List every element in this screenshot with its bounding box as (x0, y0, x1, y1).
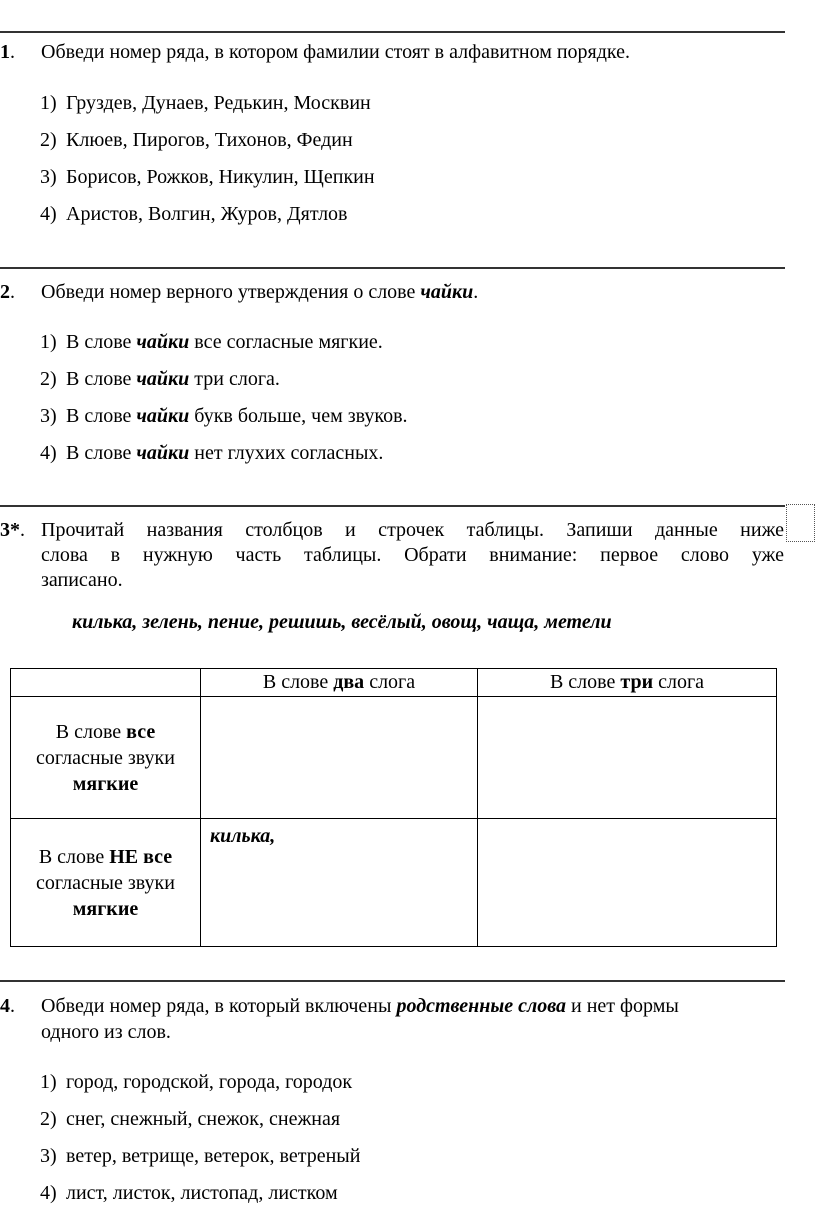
row-header-text: В слове (38, 845, 110, 868)
option-text: лист, листок, листопад, листком (66, 1182, 338, 1204)
q2-number: 2 (0, 281, 10, 303)
option-text: Аристов, Волгин, Журов, Дятлов (66, 203, 348, 225)
row-header-text: В слове (55, 720, 127, 743)
q1-option-3[interactable] (40, 165, 375, 189)
header-text: В слове (262, 671, 334, 693)
answer-cell-not-all-soft-three[interactable] (478, 819, 777, 947)
section-divider (0, 980, 785, 982)
option-number: 1) (40, 1071, 57, 1093)
q1-prompt (0, 40, 630, 64)
q2-dot: . (10, 281, 15, 303)
row-header-line: согласные звуки (36, 871, 175, 894)
option-number: 3) (40, 1145, 57, 1167)
q4-option-1[interactable] (40, 1070, 352, 1094)
q1-dot: . (10, 41, 15, 63)
option-text: Борисов, Рожков, Никулин, Щепкин (66, 166, 375, 188)
q2-option-4[interactable] (40, 441, 383, 465)
q1-number: 1 (0, 41, 10, 63)
row-header-bold: мягкие (72, 897, 139, 920)
q3-prompt (41, 518, 784, 593)
header-text: В слове (549, 671, 621, 693)
q4-option-3[interactable] (40, 1144, 360, 1168)
option-number: 1) (40, 331, 57, 353)
q1-option-2[interactable] (40, 128, 353, 152)
col-header-two-syllables (201, 669, 478, 697)
q3-line-2: слова в нужную часть таблицы. Обрати внимание: первое слово уже (41, 544, 784, 566)
answer-cell-not-all-soft-two[interactable] (201, 819, 478, 947)
option-text: три слога. (189, 368, 280, 390)
option-text: Груздев, Дунаев, Редькин, Москвин (66, 92, 371, 114)
q2-word: чайки (420, 281, 474, 303)
q4-prompt-line-2: одного из слов. (41, 1021, 171, 1043)
option-word: чайки (136, 331, 190, 353)
option-text: Клюев, Пирогов, Тихонов, Федин (66, 129, 353, 151)
option-prefix: В слове (66, 405, 137, 427)
q4-dot: . (10, 995, 15, 1017)
q2-option-2[interactable] (40, 367, 280, 391)
option-number: 4) (40, 1182, 57, 1204)
option-prefix: В слове (66, 368, 137, 390)
row-header-line (11, 844, 200, 870)
section-divider (0, 267, 785, 269)
row-header-bold: НЕ все (109, 845, 173, 868)
q2-text: Обведи номер верного утверждения о слове (41, 281, 421, 303)
q2-text-end: . (473, 281, 479, 303)
table-row (11, 819, 777, 947)
q4-prompt (0, 994, 679, 1018)
option-word: чайки (136, 405, 190, 427)
table-row (11, 697, 777, 819)
row-header-bold: все (126, 720, 156, 743)
q1-option-1[interactable] (40, 91, 371, 115)
row-header-bold: мягкие (72, 772, 139, 795)
table-corner-cell (11, 669, 201, 697)
row-header-all-soft (11, 697, 201, 819)
answer-cell-all-soft-two[interactable] (201, 697, 478, 819)
header-text: слога (653, 671, 705, 693)
q3-dot: . (20, 519, 25, 541)
section-divider (0, 31, 785, 33)
q1-text: Обведи номер ряда, в котором фамилии стоят в алфавитном порядке. (41, 41, 631, 63)
prefilled-word: килька, (210, 825, 276, 847)
q1-option-4[interactable] (40, 202, 348, 226)
option-prefix: В слове (66, 331, 137, 353)
q2-option-3[interactable] (40, 404, 408, 428)
q4-text: Обведи номер ряда, в который включены (41, 995, 397, 1017)
option-text: город, городской, города, городок (66, 1071, 353, 1093)
option-number: 2) (40, 368, 57, 390)
score-box (786, 504, 815, 542)
row-header-not-all-soft (11, 819, 201, 947)
option-text: ветер, ветрище, ветерок, ветреный (66, 1145, 361, 1167)
option-number: 1) (40, 92, 57, 114)
q4-option-2[interactable] (40, 1107, 340, 1131)
section-divider (0, 505, 785, 507)
q4-option-4[interactable] (40, 1181, 338, 1205)
option-word: чайки (136, 368, 190, 390)
option-number: 2) (40, 129, 57, 151)
option-text: букв больше, чем звуков. (189, 405, 408, 427)
header-bold: три (620, 671, 654, 693)
header-bold: два (333, 671, 365, 693)
option-text: все согласные мягкие. (189, 331, 383, 353)
q3-number: 3* (0, 519, 20, 541)
option-prefix: В слове (66, 442, 137, 464)
option-number: 4) (40, 203, 57, 225)
q3-word-list: килька, зелень, пение, решишь, весёлый, овощ, чаща, метели (72, 611, 612, 633)
option-number: 4) (40, 442, 57, 464)
option-text: нет глухих согласных. (189, 442, 384, 464)
q2-prompt (0, 280, 478, 304)
option-number: 2) (40, 1108, 57, 1130)
q4-number: 4 (0, 995, 10, 1017)
answer-cell-all-soft-three[interactable] (478, 697, 777, 819)
q3-number-label (0, 518, 25, 542)
option-number: 3) (40, 166, 57, 188)
col-header-three-syllables (478, 669, 777, 697)
classification-table (10, 668, 777, 947)
q4-emphasis: родственные слова (396, 995, 567, 1017)
option-text: снег, снежный, снежок, снежная (66, 1108, 341, 1130)
q3-line-3: записано. (41, 569, 123, 591)
q3-line-1: Прочитай названия столбцов и строчек таблицы. Запиши данные ниже (41, 519, 784, 541)
option-word: чайки (136, 442, 190, 464)
q4-text-end: и нет формы (566, 995, 679, 1017)
row-header-line: согласные звуки (36, 746, 175, 769)
table-header-row (11, 669, 777, 697)
header-text: слога (364, 671, 416, 693)
row-header-line (11, 719, 200, 745)
q2-option-1[interactable] (40, 330, 383, 354)
option-number: 3) (40, 405, 57, 427)
